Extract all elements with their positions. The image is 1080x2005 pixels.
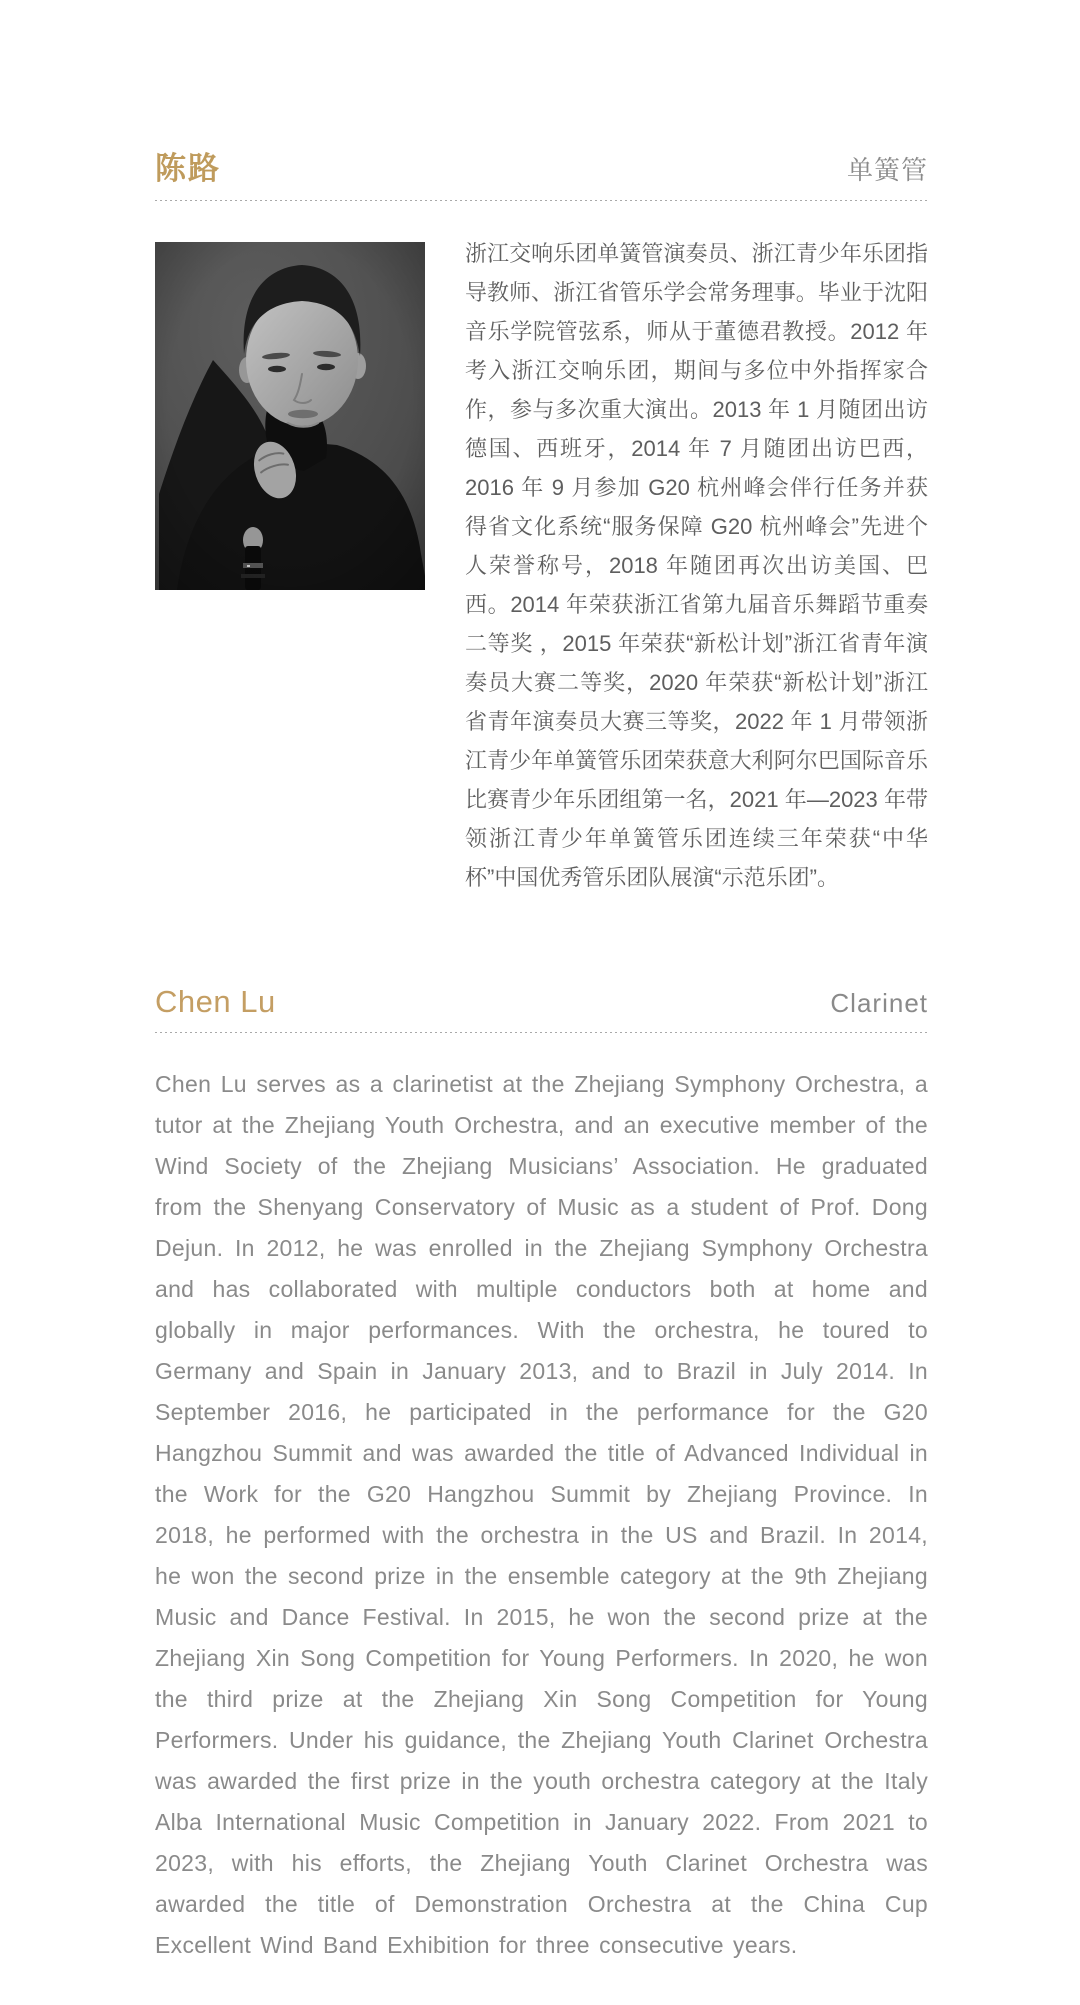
- cn-bio-paragraph: 浙江交响乐团单簧管演奏员、浙江青少年乐团指导教师、浙江省管乐学会常务理事。毕业于沈阳音乐学院管弦系，师从于董德君教授。2012 年考入浙江交响乐团，期间与多位中外指挥家合作，参与多次重大演出。2013 年 1 月随团出访德国、西班牙，2014 年 7 月随团出访巴西，2016 年 9 月参加 G20 杭州峰会伴行任务并获得省文化系统“服务保障 G20 杭州峰会”先进个人荣誉称号，2018 年随团再次出访美国、巴西。2014 年荣获浙江省第九届音乐舞蹈节重奏二等奖 ，2015 年荣获“新松计划”浙江省青年演奏员大赛二等奖，2020 年荣获“新松计划”浙江省青年演奏员大赛三等奖，2022 年 1 月带领浙江青少年单簧管乐团荣获意大利阿尔巴国际音乐比赛青少年乐团组第一名，2021 年—2023 年带领浙江青少年单簧管乐团连续三年荣获“中华杯”中国优秀管乐团队展演“示范乐团”。: [465, 241, 928, 890]
- cn-divider: [155, 199, 928, 201]
- portrait-illustration: [155, 242, 425, 590]
- cn-section-header: [155, 143, 928, 188]
- portrait-photo: [155, 242, 425, 590]
- cn-name-title: 陈路: [155, 151, 221, 186]
- en-section-header: [155, 984, 928, 1020]
- en-name-title: Chen Lu: [155, 984, 276, 1019]
- en-divider: [155, 1031, 928, 1033]
- en-instrument-label: Clarinet: [830, 988, 928, 1018]
- cn-instrument-label: 单簧管: [846, 155, 928, 185]
- en-bio-paragraph: Chen Lu serves as a clarinetist at the Zhejiang Symphony Orchestra, a tutor at the Zhejiang Youth Orchestra, and an executive member of the Wind Society of the Zhejiang Musicians’ Association. He graduated from the Shenyang Conservatory of Music as a student of Prof. Dong Dejun. In 2012, he was enrolled in the Zhejiang Symphony Orchestra and has collaborated with multiple conductors both at home and globally in major performances. With the orchestra, he toured to Germany and Spain in January 2013, and to Brazil in July 2014. In September 2016, he participated in the performance for the G20 Hangzhou Summit and was awarded the title of Advanced Individual in the Work for the G20 Hangzhou Summit by Zhejiang Province. In 2018, he performed with the orchestra in the US and Brazil. In 2014, he won the second prize in the ensemble category at the 9th Zhejiang Music and Dance Festival. In 2015, he won the second prize at the Zhejiang Xin Song Competition for Young Performers. In 2020, he won the third prize at the Zhejiang Xin Song Competition for Young Performers. Under his guidance, the Zhejiang Youth Clarinet Orchestra was awarded the first prize in the youth orchestra category at the Italy Alba International Music Competition in January 2022. From 2021 to 2023, with his efforts, the Zhejiang Youth Clarinet Orchestra was awarded the title of Demonstration Orchestra at the China Cup Excellent Wind Band Exhibition for three consecutive years.: [155, 1071, 928, 1958]
